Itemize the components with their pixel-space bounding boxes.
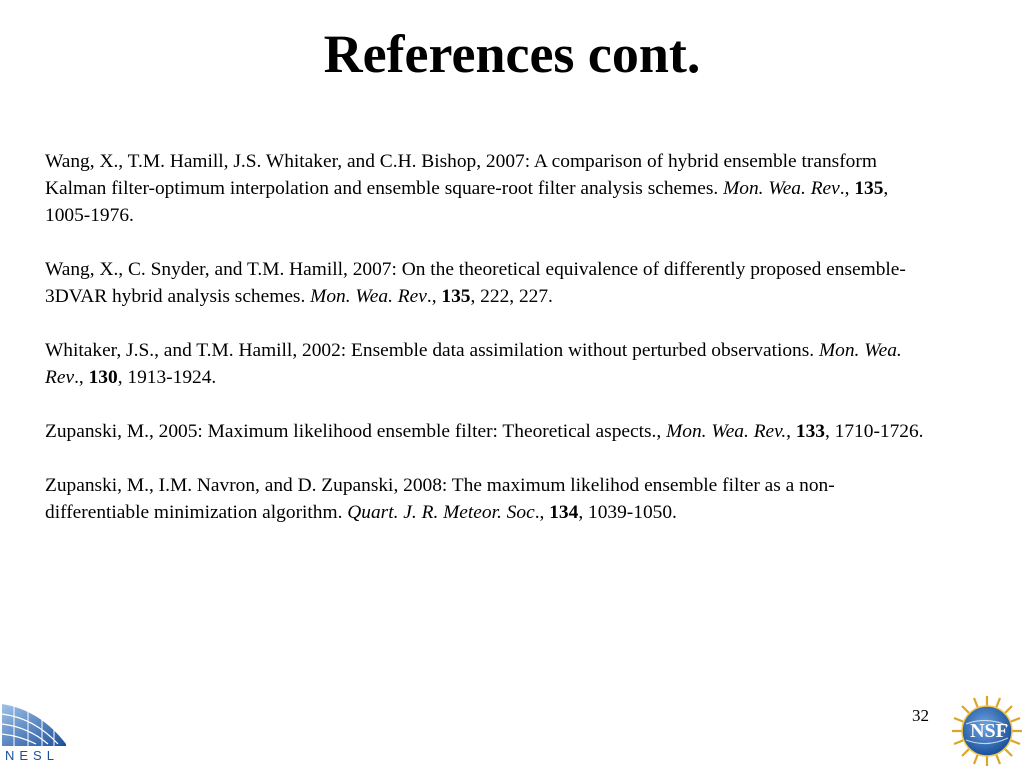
slide-title: References cont.	[323, 24, 701, 84]
reference-volume: 135	[854, 178, 884, 199]
reference-pages: , 1913-1924.	[117, 367, 217, 388]
reference-item	[45, 418, 925, 445]
reference-separator: .,	[839, 178, 855, 199]
reference-text: Wang, X., T.M. Hamill, J.S. Whitaker, and C.H. Bishop, 2007: A comparison of hybrid ensemble transform Kalman filter-optimum interpolation and ensemble square-root filter analysis schemes.	[45, 151, 877, 199]
reference-journal: Mon. Wea. Rev	[310, 286, 427, 307]
reference-pages: , 1710-1726.	[824, 421, 924, 442]
reference-item	[45, 337, 925, 391]
reference-journal: Mon. Wea. Rev	[723, 178, 840, 199]
reference-text: Zupanski, M., 2005: Maximum likelihood ensemble filter: Theoretical aspects.,	[45, 421, 667, 442]
nesl-logo-label: NESL	[5, 748, 59, 763]
nsf-logo-label: NSF	[970, 720, 1008, 742]
reference-separator: .,	[426, 286, 442, 307]
reference-journal: Quart. J. R. Meteor. Soc	[347, 502, 535, 523]
reference-item	[45, 256, 925, 310]
reference-journal: Mon. Wea. Rev.	[666, 421, 787, 442]
reference-separator: ,	[786, 421, 796, 442]
reference-pages: , 1039-1050.	[578, 502, 677, 523]
reference-journal: Mon. Wea. Rev	[45, 340, 902, 388]
reference-volume: 133	[795, 421, 825, 442]
reference-text: Whitaker, J.S., and T.M. Hamill, 2002: Ensemble data assimilation without perturbed observations.	[45, 340, 819, 361]
reference-list	[45, 148, 925, 553]
reference-pages: , 222, 227.	[470, 286, 553, 307]
reference-pages: , 1005-1976.	[45, 178, 889, 226]
reference-text: Zupanski, M., I.M. Navron, and D. Zupanski, 2008: The maximum likelihod ensemble filter as a non-differentiable minimization algorithm.	[45, 475, 835, 523]
reference-volume: 135	[441, 286, 471, 307]
reference-separator: .,	[534, 502, 550, 523]
page-number: 32	[912, 706, 929, 725]
reference-item	[45, 472, 925, 526]
reference-item	[45, 148, 925, 229]
reference-volume: 130	[88, 367, 118, 388]
reference-separator: .,	[74, 367, 89, 388]
reference-volume: 134	[549, 502, 579, 523]
reference-text: Wang, X., C. Snyder, and T.M. Hamill, 2007: On the theoretical equivalence of differently proposed ensemble-3DVAR hybrid analysis schemes.	[45, 259, 906, 307]
